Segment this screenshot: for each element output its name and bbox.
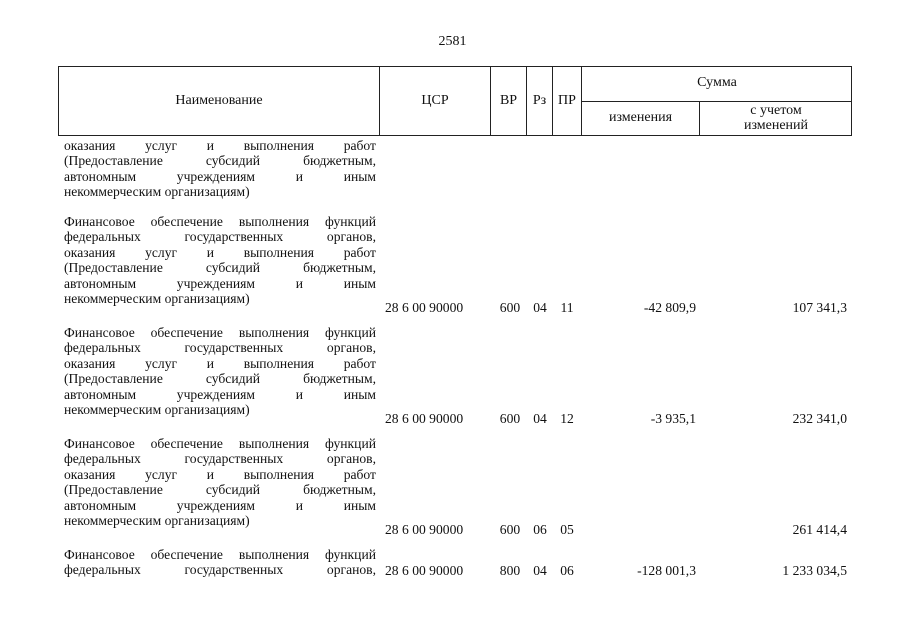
header-pr: ПР xyxy=(558,93,576,108)
text-line: Финансовое обеспечение выполнения функций xyxy=(64,214,376,229)
row-change: -42 809,9 xyxy=(643,300,696,315)
header-csr: ЦСР xyxy=(421,93,449,108)
header-vr: ВР xyxy=(499,93,518,108)
row-total: 1 233 034,5 xyxy=(782,563,847,578)
row-pr: 06 xyxy=(560,563,574,578)
row-total: 232 341,0 xyxy=(792,411,847,426)
row-total: 261 414,4 xyxy=(792,522,847,537)
row-csr: 28 6 00 90000 xyxy=(385,300,464,315)
text-line: Финансовое обеспечение выполнения функций xyxy=(64,547,376,562)
text-line: (Предоставление субсидий бюджетным, xyxy=(64,153,376,169)
text-line: оказания услуг и выполнения работ xyxy=(64,355,376,371)
text-line: автономным учреждениям и иным xyxy=(64,497,376,513)
header-changes: изменения xyxy=(608,110,673,125)
row-csr: 28 6 00 90000 xyxy=(385,411,464,426)
text-line: некоммерческим организациям) xyxy=(64,184,250,200)
header-divider xyxy=(581,101,852,102)
text-line: автономным учреждениям и иным xyxy=(64,168,376,184)
text-line: Финансовое обеспечение выполнения функций xyxy=(64,436,376,451)
row-vr: 600 xyxy=(499,300,521,315)
row-csr: 28 6 00 90000 xyxy=(385,522,464,537)
header-rz: Рз xyxy=(532,93,547,108)
text-line: некоммерческим организациям) xyxy=(64,290,250,306)
table-row-name xyxy=(64,547,376,578)
text-line: оказания услуг и выполнения работ xyxy=(64,138,376,153)
text-line: (Предоставление субсидий бюджетным, xyxy=(64,482,376,498)
row-csr: 28 6 00 90000 xyxy=(385,563,464,578)
row-change: -128 001,3 xyxy=(637,563,696,578)
text-line: некоммерческим организациям) xyxy=(64,401,250,417)
text-line: оказания услуг и выполнения работ xyxy=(64,244,376,260)
row-pr: 12 xyxy=(560,411,574,426)
header-with-changes-line: с учетом xyxy=(750,103,802,118)
row-pr: 11 xyxy=(560,300,574,315)
row-rz: 06 xyxy=(533,522,547,537)
text-line: (Предоставление субсидий бюджетным, xyxy=(64,260,376,276)
row-change: -3 935,1 xyxy=(650,411,696,426)
row-total: 107 341,3 xyxy=(792,300,847,315)
text-line: федеральных государственных органов, xyxy=(64,451,376,467)
header-with-changes-line: изменений xyxy=(743,118,809,133)
header-name: Наименование xyxy=(175,93,263,108)
text-line: федеральных государственных органов, xyxy=(64,229,376,245)
row-rz: 04 xyxy=(533,300,547,315)
table-row-name xyxy=(64,436,376,528)
row-vr: 800 xyxy=(499,563,521,578)
continuation-text xyxy=(64,138,376,200)
text-line: федеральных государственных органов, xyxy=(64,562,376,578)
row-pr: 05 xyxy=(560,522,574,537)
text-line: Финансовое обеспечение выполнения функций xyxy=(64,325,376,340)
text-line: (Предоставление субсидий бюджетным, xyxy=(64,371,376,387)
text-line: автономным учреждениям и иным xyxy=(64,386,376,402)
page-number: 2581 xyxy=(438,34,467,49)
row-vr: 600 xyxy=(499,522,521,537)
table-row-name xyxy=(64,325,376,417)
text-line: некоммерческим организациям) xyxy=(64,512,250,528)
row-rz: 04 xyxy=(533,563,547,578)
header-sum: Сумма xyxy=(697,75,737,90)
text-line: оказания услуг и выполнения работ xyxy=(64,466,376,482)
text-line: автономным учреждениям и иным xyxy=(64,275,376,291)
header-with-changes xyxy=(700,103,852,133)
text-line: федеральных государственных органов, xyxy=(64,340,376,356)
row-rz: 04 xyxy=(533,411,547,426)
row-vr: 600 xyxy=(499,411,521,426)
table-row-name xyxy=(64,214,376,306)
